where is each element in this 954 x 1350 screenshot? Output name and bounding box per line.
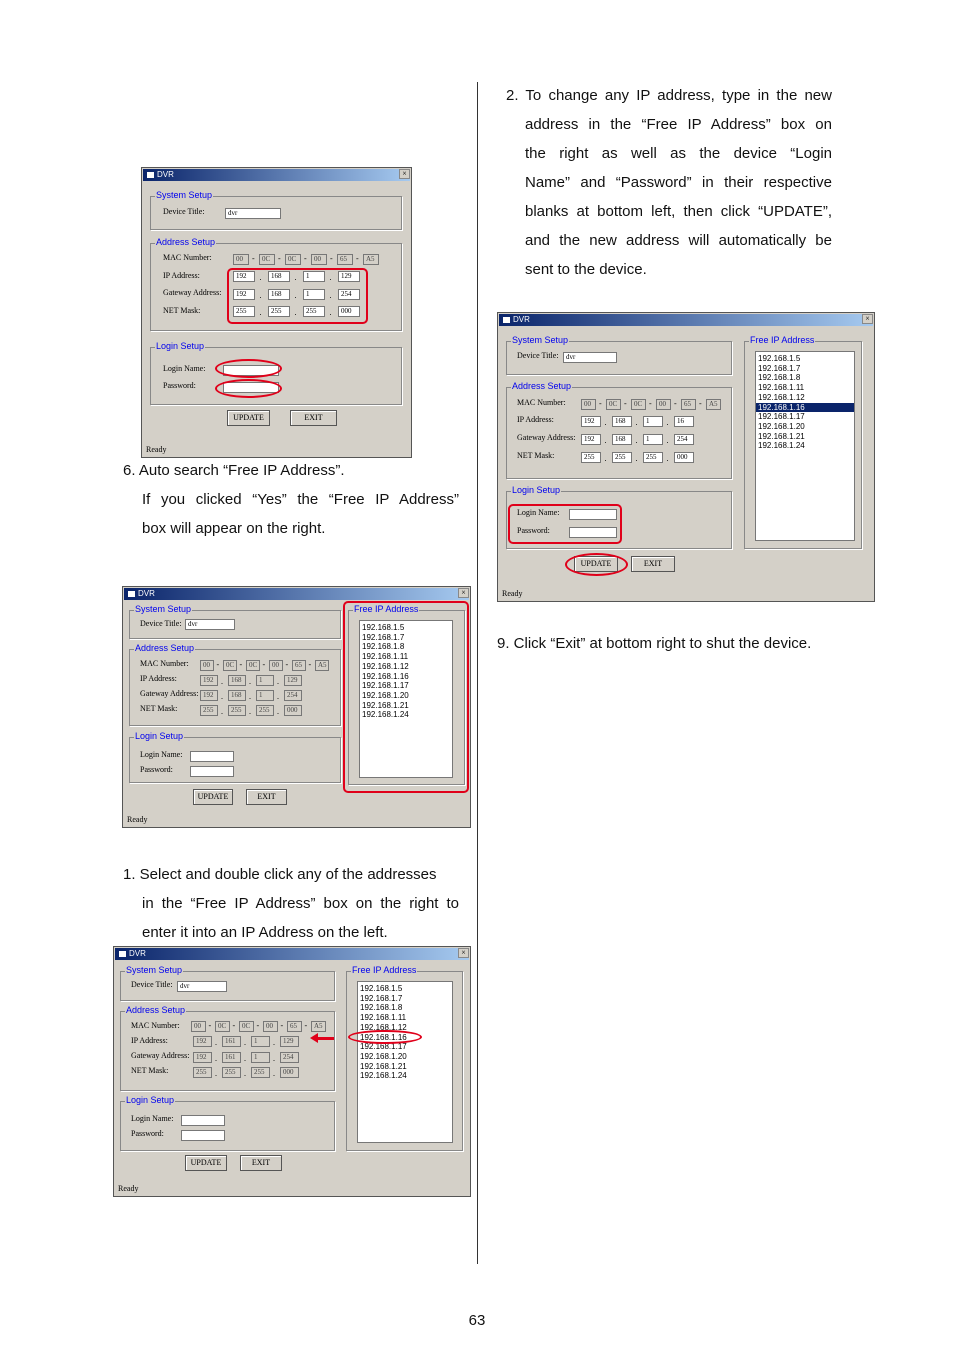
ip-separator: . xyxy=(635,418,638,427)
free-ip-list-item[interactable]: 192.168.1.12 xyxy=(362,661,409,671)
close-icon[interactable]: × xyxy=(399,169,410,179)
mac-field-1[interactable]: 00 xyxy=(233,254,249,265)
step-2-line-5: blanks at bottom left, then click “UPDATE”, xyxy=(525,203,832,220)
free-ip-title: Free IP Address xyxy=(750,335,815,345)
netmask-separator: . xyxy=(277,707,279,716)
system-setup-title: System Setup xyxy=(512,335,569,345)
password-highlight xyxy=(215,379,282,398)
login-setup-group xyxy=(150,341,402,405)
login-setup-title: Login Setup xyxy=(135,731,184,741)
title-bar xyxy=(124,588,469,600)
ip-field-3[interactable]: 1 xyxy=(643,416,663,427)
gateway-separator: . xyxy=(273,1054,275,1063)
device-title-label: Device Title: xyxy=(131,980,173,989)
ip-label: IP Address: xyxy=(163,271,200,280)
gateway-separator: . xyxy=(215,1054,217,1063)
step-2-line-3: the right as well as the device “Login xyxy=(525,145,832,162)
mac-separator: - xyxy=(239,660,243,669)
dvr-window-screenshot-4 xyxy=(497,312,875,602)
system-setup-title: System Setup xyxy=(156,190,213,200)
free-ip-list-item[interactable]: 192.168.1.11 xyxy=(362,652,409,662)
status-text: Ready xyxy=(502,589,523,598)
step-1-line-2: in the “Free IP Address” box on the right to xyxy=(142,895,459,912)
mac-separator: - xyxy=(699,399,702,408)
netmask-field-2[interactable]: 255 xyxy=(228,705,246,716)
window-title: DVR xyxy=(513,315,530,324)
update-button[interactable]: UPDATE xyxy=(193,789,233,805)
free-ip-list-item[interactable]: 192.168.1.5 xyxy=(758,354,801,363)
gateway-separator: . xyxy=(221,692,223,701)
ip-field-4[interactable]: 129 xyxy=(338,271,360,282)
gateway-separator: . xyxy=(294,291,297,300)
free-ip-highlight xyxy=(343,601,469,793)
free-ip-list-item[interactable]: 192.168.1.7 xyxy=(360,993,403,1003)
login-name-input[interactable] xyxy=(190,751,234,762)
free-ip-list-item[interactable]: 192.168.1.16 xyxy=(756,403,854,413)
gateway-separator: . xyxy=(244,1054,246,1063)
ip-separator: . xyxy=(221,677,223,686)
login-fields-highlight xyxy=(508,504,622,544)
mac-field-1[interactable]: 00 xyxy=(581,399,596,410)
netmask-field-1[interactable]: 255 xyxy=(193,1067,212,1078)
exit-button[interactable]: EXIT xyxy=(290,410,337,426)
selected-ip-highlight xyxy=(348,1030,422,1044)
free-ip-list-item[interactable]: 192.168.1.11 xyxy=(758,383,805,393)
system-setup-group xyxy=(129,604,341,639)
ip-field-3[interactable]: 1 xyxy=(251,1036,270,1047)
gateway-field-4[interactable]: 254 xyxy=(280,1052,299,1063)
address-setup-group xyxy=(120,1005,335,1091)
address-setup-title: Address Setup xyxy=(126,1005,186,1015)
netmask-separator: . xyxy=(329,308,332,317)
free-ip-list-item[interactable]: 192.168.1.16 xyxy=(360,1032,407,1042)
mac-field-3[interactable]: 0C xyxy=(285,254,301,265)
mac-field-6[interactable]: A5 xyxy=(363,254,379,265)
step-2-line-2: address in the “Free IP Address” box on xyxy=(525,116,832,133)
ip-field-4[interactable]: 129 xyxy=(280,1036,299,1047)
netmask-field-3[interactable]: 255 xyxy=(256,705,274,716)
netmask-field-4[interactable]: 000 xyxy=(338,306,360,317)
free-ip-list-item[interactable]: 192.168.1.20 xyxy=(360,1051,407,1061)
netmask-field-3[interactable]: 255 xyxy=(303,306,325,317)
step-2-line-4: Name” and “Password” in their respective xyxy=(525,174,832,191)
mac-field-5[interactable]: 65 xyxy=(337,254,353,265)
free-ip-list-item[interactable]: 192.168.1.17 xyxy=(360,1042,407,1052)
login-name-input[interactable] xyxy=(181,1115,225,1126)
gateway-field-4[interactable]: 254 xyxy=(338,289,360,300)
netmask-label: NET Mask: xyxy=(140,704,178,713)
free-ip-list-item[interactable]: 192.168.1.24 xyxy=(758,441,805,451)
mac-label: MAC Number: xyxy=(131,1021,180,1030)
password-label: Password: xyxy=(131,1129,164,1138)
netmask-separator: . xyxy=(635,454,638,463)
free-ip-group xyxy=(346,965,463,1151)
gateway-field-1[interactable]: 192 xyxy=(193,1052,212,1063)
update-button[interactable]: UPDATE xyxy=(185,1155,227,1171)
gateway-field-3[interactable]: 1 xyxy=(303,289,325,300)
dvr-window-screenshot-1 xyxy=(141,167,412,458)
free-ip-list-item[interactable]: 192.168.1.8 xyxy=(360,1003,403,1013)
ip-separator: . xyxy=(215,1038,217,1047)
ip-field-2[interactable]: 168 xyxy=(612,416,632,427)
ip-field-1[interactable]: 192 xyxy=(233,271,255,282)
system-setup-group xyxy=(120,965,335,1001)
mac-separator: - xyxy=(304,254,307,263)
login-name-label: Login Name: xyxy=(131,1114,174,1123)
gateway-field-2[interactable]: 168 xyxy=(612,434,632,445)
login-setup-title: Login Setup xyxy=(512,485,561,495)
status-text: Ready xyxy=(127,815,148,824)
ip-separator: . xyxy=(604,418,607,427)
step-2-line-1: 2. To change any IP address, type in the new xyxy=(506,87,832,104)
step-6-text xyxy=(123,456,459,543)
step-2-text xyxy=(506,81,832,284)
device-title-input[interactable]: dvr xyxy=(185,619,235,630)
title-bar xyxy=(143,169,410,181)
mac-separator: - xyxy=(649,399,652,408)
ip-field-3[interactable]: 1 xyxy=(256,675,274,686)
device-title-input[interactable]: dvr xyxy=(177,981,227,992)
netmask-separator: . xyxy=(244,1069,246,1078)
mac-field-1[interactable]: 00 xyxy=(200,660,214,671)
netmask-field-4[interactable]: 000 xyxy=(280,1067,299,1078)
free-ip-list-item[interactable]: 192.168.1.8 xyxy=(362,642,405,652)
device-title-input[interactable]: dvr xyxy=(563,352,617,363)
mac-field-5[interactable]: 65 xyxy=(292,660,306,671)
mac-field-2[interactable]: 0C xyxy=(259,254,275,265)
mac-separator: - xyxy=(330,254,333,263)
mac-field-1[interactable]: 00 xyxy=(191,1021,206,1032)
step-2-line-6: and the new address will automatically be xyxy=(525,232,832,249)
status-text: Ready xyxy=(146,445,167,454)
ip-label: IP Address: xyxy=(131,1036,168,1045)
ip-field-4[interactable]: 129 xyxy=(284,675,302,686)
free-ip-list-item[interactable]: 192.168.1.7 xyxy=(362,632,405,642)
mac-separator: - xyxy=(208,1021,212,1030)
mac-separator: - xyxy=(356,254,359,263)
netmask-field-3[interactable]: 255 xyxy=(643,452,663,463)
mac-field-6[interactable]: A5 xyxy=(311,1021,326,1032)
netmask-separator: . xyxy=(273,1069,275,1078)
window-title: DVR xyxy=(138,589,155,598)
dvr-window-screenshot-3 xyxy=(113,946,471,1197)
mac-separator: - xyxy=(280,1021,284,1030)
ip-field-1[interactable]: 192 xyxy=(581,416,601,427)
app-icon xyxy=(128,591,135,597)
system-setup-title: System Setup xyxy=(135,604,192,614)
login-setup-group xyxy=(120,1095,335,1151)
ip-label: IP Address: xyxy=(140,674,177,683)
gateway-field-3[interactable]: 1 xyxy=(256,690,274,701)
app-icon xyxy=(147,172,154,178)
update-button[interactable]: UPDATE xyxy=(574,556,618,572)
netmask-separator: . xyxy=(294,308,297,317)
step-1-text xyxy=(123,860,459,947)
free-ip-list-item[interactable]: 192.168.1.24 xyxy=(362,710,409,720)
free-ip-list-item[interactable]: 192.168.1.20 xyxy=(758,421,805,431)
title-bar xyxy=(499,314,873,326)
gateway-field-2[interactable]: 161 xyxy=(222,1052,241,1063)
gateway-separator: . xyxy=(666,436,669,445)
ip-separator: . xyxy=(329,273,332,282)
gateway-separator: . xyxy=(635,436,638,445)
login-name-label: Login Name: xyxy=(517,508,560,517)
close-icon[interactable]: × xyxy=(458,588,469,598)
close-icon[interactable]: × xyxy=(458,948,469,958)
password-input[interactable] xyxy=(190,766,234,777)
netmask-field-4[interactable]: 000 xyxy=(674,452,694,463)
mac-separator: - xyxy=(256,1021,260,1030)
mac-field-4[interactable]: 00 xyxy=(269,660,283,671)
mac-separator: - xyxy=(674,399,677,408)
netmask-separator: . xyxy=(249,707,251,716)
step-9-line: 9. Click “Exit” at bottom right to shut the device. xyxy=(497,635,812,652)
mac-label: MAC Number: xyxy=(163,253,212,262)
window-title: DVR xyxy=(129,949,146,958)
app-icon xyxy=(119,951,126,957)
ip-field-2[interactable]: 168 xyxy=(228,675,246,686)
step-1-line-3: enter it into an IP Address on the left. xyxy=(142,924,388,941)
address-setup-group xyxy=(129,643,341,726)
gateway-separator: . xyxy=(277,692,279,701)
exit-button[interactable]: EXIT xyxy=(246,789,287,805)
mac-field-5[interactable]: 65 xyxy=(287,1021,302,1032)
ip-separator: . xyxy=(249,677,251,686)
free-ip-list-item[interactable]: 192.168.1.17 xyxy=(362,681,409,691)
mac-field-2[interactable]: 0C xyxy=(215,1021,230,1032)
address-highlight xyxy=(227,268,368,324)
netmask-field-1[interactable]: 255 xyxy=(233,306,255,317)
netmask-separator: . xyxy=(215,1069,217,1078)
step-1-line-1: 1. Select and double click any of the addresses xyxy=(123,866,437,883)
step-9-text xyxy=(497,629,857,658)
free-ip-list-item[interactable]: 192.168.1.24 xyxy=(360,1071,407,1081)
address-setup-title: Address Setup xyxy=(512,381,572,391)
gateway-field-3[interactable]: 1 xyxy=(251,1052,270,1063)
exit-button[interactable]: EXIT xyxy=(240,1155,282,1171)
gateway-separator: . xyxy=(604,436,607,445)
gateway-label: Gateway Address: xyxy=(131,1051,190,1060)
device-title-label: Device Title: xyxy=(163,207,205,216)
mac-label: MAC Number: xyxy=(140,659,189,668)
mac-separator: - xyxy=(304,1021,308,1030)
mac-field-3[interactable]: 0C xyxy=(246,660,260,671)
free-ip-list-item[interactable]: 192.168.1.21 xyxy=(360,1061,407,1071)
mac-field-6[interactable]: A5 xyxy=(315,660,329,671)
system-setup-group xyxy=(506,335,732,375)
step-6-line-2: If you clicked “Yes” the “Free IP Address” xyxy=(142,491,459,508)
address-setup-title: Address Setup xyxy=(135,643,195,653)
gateway-field-3[interactable]: 1 xyxy=(643,434,663,445)
ip-separator: . xyxy=(294,273,297,282)
ip-field-1[interactable]: 192 xyxy=(200,675,218,686)
update-button[interactable]: UPDATE xyxy=(227,410,270,426)
gateway-field-4[interactable]: 254 xyxy=(674,434,694,445)
free-ip-listbox[interactable] xyxy=(755,351,855,541)
mac-separator: - xyxy=(252,254,255,263)
page-number: 63 xyxy=(468,1312,486,1329)
netmask-separator: . xyxy=(259,308,262,317)
login-setup-group xyxy=(129,731,341,783)
netmask-field-2[interactable]: 255 xyxy=(612,452,632,463)
free-ip-group xyxy=(744,335,862,549)
update-button-highlight xyxy=(565,553,628,576)
close-icon[interactable]: × xyxy=(862,314,873,324)
free-ip-list-item[interactable]: 192.168.1.21 xyxy=(758,431,805,441)
free-ip-title: Free IP Address xyxy=(354,604,419,614)
device-title-input[interactable]: dvr xyxy=(225,208,281,219)
gateway-separator: . xyxy=(259,291,262,300)
ip-separator: . xyxy=(666,418,669,427)
system-setup-group xyxy=(150,190,402,230)
netmask-label: NET Mask: xyxy=(131,1066,169,1075)
gateway-label: Gateway Address: xyxy=(140,689,199,698)
mac-separator: - xyxy=(308,660,312,669)
login-name-label: Login Name: xyxy=(140,750,183,759)
address-setup-group xyxy=(506,381,732,479)
free-ip-list-item[interactable]: 192.168.1.12 xyxy=(758,392,805,402)
free-ip-list-item[interactable]: 192.168.1.5 xyxy=(360,984,403,993)
mac-field-3[interactable]: 0C xyxy=(631,399,646,410)
mac-label: MAC Number: xyxy=(517,398,566,407)
ip-separator: . xyxy=(244,1038,246,1047)
mac-separator: - xyxy=(216,660,220,669)
device-title-label: Device Title: xyxy=(517,351,559,360)
password-label: Password: xyxy=(140,765,173,774)
netmask-field-1[interactable]: 255 xyxy=(581,452,601,463)
mac-separator: - xyxy=(278,254,281,263)
gateway-separator: . xyxy=(249,692,251,701)
mac-separator: - xyxy=(232,1021,236,1030)
mac-field-5[interactable]: 65 xyxy=(681,399,696,410)
free-ip-list-item[interactable]: 192.168.1.16 xyxy=(362,671,409,681)
free-ip-list-item[interactable]: 192.168.1.20 xyxy=(362,690,409,700)
free-ip-list-item[interactable]: 192.168.1.5 xyxy=(362,623,405,632)
mac-separator: - xyxy=(285,660,289,669)
free-ip-title: Free IP Address xyxy=(352,965,417,975)
netmask-field-2[interactable]: 255 xyxy=(268,306,290,317)
mac-field-4[interactable]: 00 xyxy=(656,399,671,410)
ip-separator: . xyxy=(259,273,262,282)
device-title-label: Device Title: xyxy=(140,619,182,628)
mac-field-2[interactable]: 0C xyxy=(606,399,621,410)
step-6-line-1: 6. Auto search “Free IP Address”. xyxy=(123,462,345,479)
netmask-label: NET Mask: xyxy=(517,451,555,460)
gateway-field-2[interactable]: 168 xyxy=(268,289,290,300)
app-icon xyxy=(503,317,510,323)
dvr-window-screenshot-2 xyxy=(122,586,471,828)
ip-separator: . xyxy=(277,677,279,686)
login-setup-title: Login Setup xyxy=(126,1095,175,1105)
exit-button[interactable]: EXIT xyxy=(631,556,675,572)
gateway-field-4[interactable]: 254 xyxy=(284,690,302,701)
netmask-separator: . xyxy=(604,454,607,463)
address-setup-title: Address Setup xyxy=(156,237,216,247)
gateway-label: Gateway Address: xyxy=(517,433,576,442)
column-divider xyxy=(477,82,478,1264)
gateway-field-1[interactable]: 192 xyxy=(581,434,601,445)
window-title: DVR xyxy=(157,170,174,179)
mac-field-4[interactable]: 00 xyxy=(263,1021,278,1032)
status-text: Ready xyxy=(118,1184,139,1193)
netmask-field-3[interactable]: 255 xyxy=(251,1067,270,1078)
title-bar xyxy=(115,948,469,960)
free-ip-list-item[interactable]: 192.168.1.11 xyxy=(360,1013,407,1023)
netmask-separator: . xyxy=(221,707,223,716)
ip-field-2[interactable]: 168 xyxy=(268,271,290,282)
gateway-field-1[interactable]: 192 xyxy=(200,690,218,701)
free-ip-list-item[interactable]: 192.168.1.21 xyxy=(362,700,409,710)
login-name-label: Login Name: xyxy=(163,364,206,373)
login-name-highlight xyxy=(215,359,282,378)
step-2-line-7: sent to the device. xyxy=(525,261,647,278)
mac-separator: - xyxy=(599,399,602,408)
ip-separator: . xyxy=(273,1038,275,1047)
password-label: Password: xyxy=(163,381,196,390)
ip-field-2[interactable]: 161 xyxy=(222,1036,241,1047)
free-ip-list-item[interactable]: 192.168.1.17 xyxy=(758,412,805,422)
gateway-field-2[interactable]: 168 xyxy=(228,690,246,701)
mac-separator: - xyxy=(262,660,266,669)
netmask-field-1[interactable]: 255 xyxy=(200,705,218,716)
gateway-separator: . xyxy=(329,291,332,300)
password-input[interactable] xyxy=(181,1130,225,1141)
gateway-field-1[interactable]: 192 xyxy=(233,289,255,300)
netmask-separator: . xyxy=(666,454,669,463)
netmask-label: NET Mask: xyxy=(163,306,201,315)
red-arrow-icon xyxy=(317,1037,334,1040)
netmask-field-4[interactable]: 000 xyxy=(284,705,302,716)
login-setup-title: Login Setup xyxy=(156,341,205,351)
mac-field-4[interactable]: 00 xyxy=(311,254,327,265)
system-setup-title: System Setup xyxy=(126,965,183,975)
gateway-label: Gateway Address: xyxy=(163,288,222,297)
ip-label: IP Address: xyxy=(517,415,554,424)
netmask-field-2[interactable]: 255 xyxy=(222,1067,241,1078)
ip-field-1[interactable]: 192 xyxy=(193,1036,212,1047)
mac-field-2[interactable]: 0C xyxy=(223,660,237,671)
free-ip-list-item[interactable]: 192.168.1.7 xyxy=(758,363,801,373)
password-label: Password: xyxy=(517,526,550,535)
free-ip-list-item[interactable]: 192.168.1.12 xyxy=(360,1022,407,1032)
mac-separator: - xyxy=(624,399,627,408)
mac-field-6[interactable]: A5 xyxy=(706,399,721,410)
ip-field-3[interactable]: 1 xyxy=(303,271,325,282)
ip-field-4[interactable]: 16 xyxy=(674,416,694,427)
mac-field-3[interactable]: 0C xyxy=(239,1021,254,1032)
free-ip-list-item[interactable]: 192.168.1.8 xyxy=(758,373,801,383)
free-ip-listbox[interactable] xyxy=(357,981,453,1143)
step-6-line-3: box will appear on the right. xyxy=(142,520,326,537)
